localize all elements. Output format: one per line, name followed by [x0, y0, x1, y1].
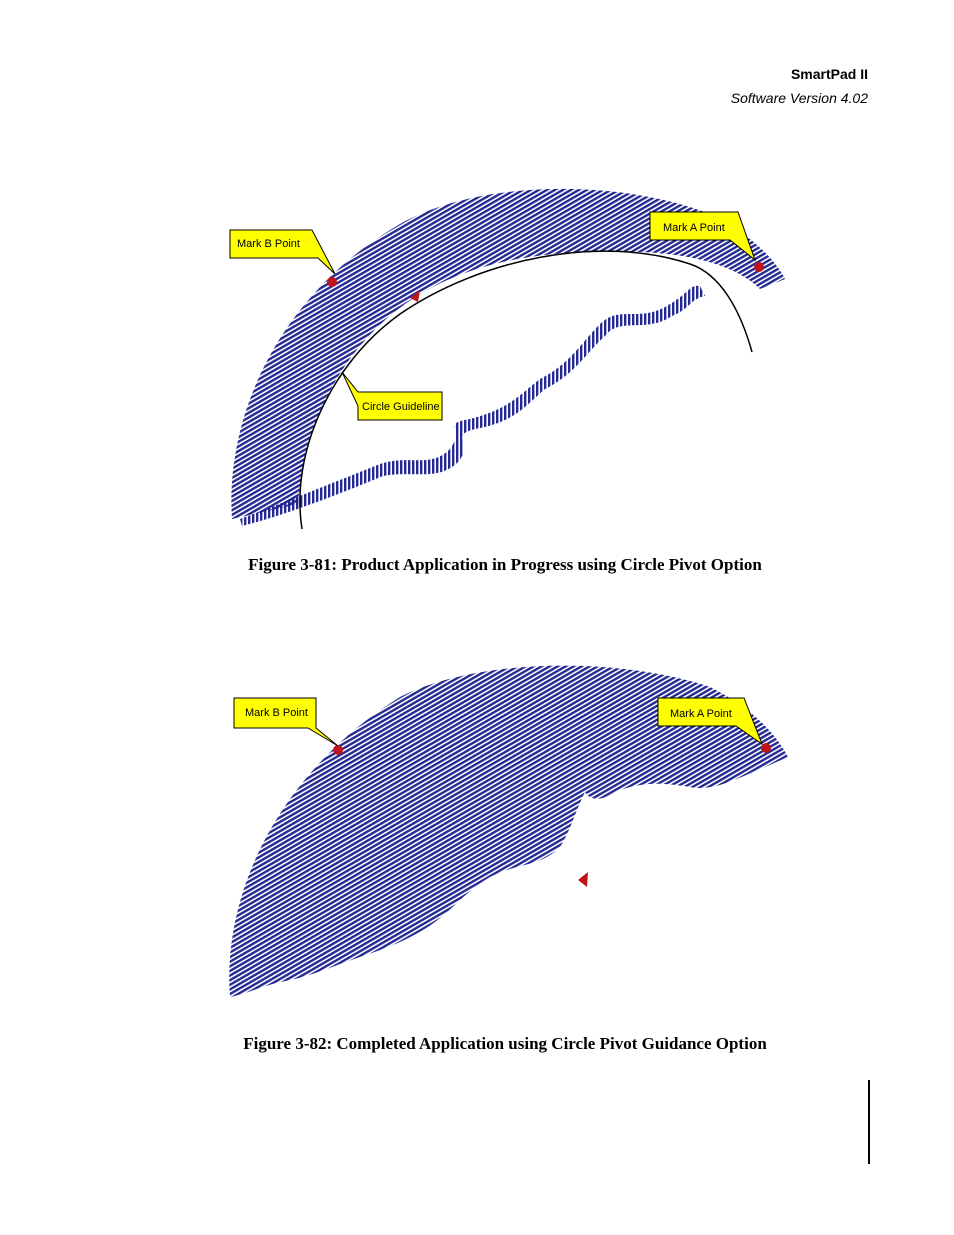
header-product-name: SmartPad II: [790, 66, 868, 82]
figure-3-82-image: [220, 652, 795, 1018]
mark-b-point-marker: [333, 745, 343, 755]
figure-3-81-image: [220, 174, 795, 540]
page-edge-rule: [868, 1080, 870, 1164]
callout-mark-b-label: Mark B Point: [245, 707, 308, 719]
callout-mark-b: [230, 230, 335, 274]
callout-mark-a-label: Mark A Point: [663, 222, 725, 234]
callout-mark-b: [234, 698, 338, 746]
callout-mark-a-label: Mark A Point: [670, 708, 732, 720]
mark-b-point-marker: [327, 277, 337, 287]
vehicle-arrow-icon: [578, 872, 588, 887]
figure-3-81-caption: Figure 3-81: Product Application in Progress using Circle Pivot Option: [248, 555, 762, 574]
figure-3-82-caption: Figure 3-82: Completed Application using Circle Pivot Guidance Option: [243, 1034, 767, 1053]
callout-circle-guideline: [342, 372, 442, 420]
callout-mark-b-label: Mark B Point: [237, 238, 300, 250]
mark-a-point-marker: [754, 262, 764, 272]
header-software-version: Software Version 4.02: [730, 90, 868, 106]
coverage-map-in-progress: [220, 174, 795, 540]
callout-guideline-label: Circle Guideline: [362, 401, 440, 413]
coverage-map-completed: [220, 652, 795, 1018]
